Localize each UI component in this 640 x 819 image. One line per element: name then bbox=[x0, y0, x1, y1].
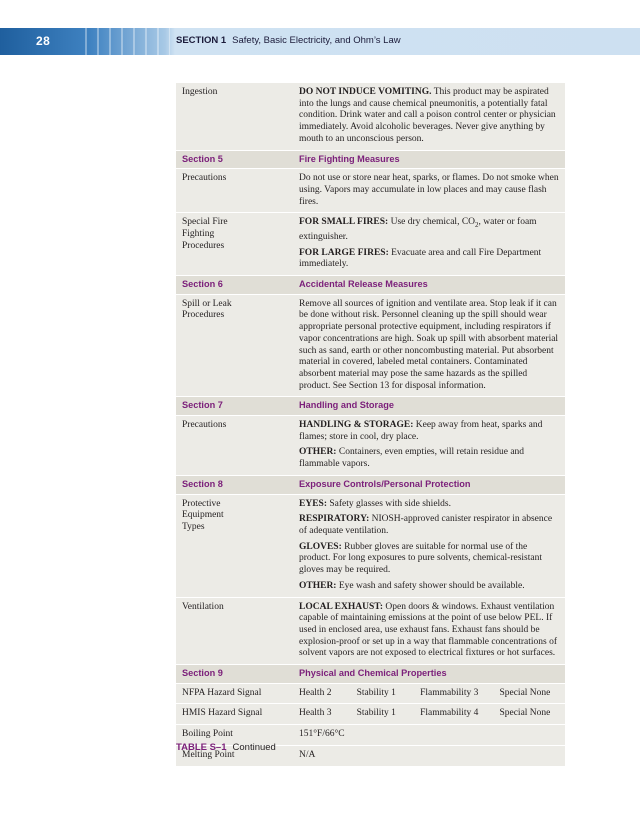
row-value bbox=[293, 213, 565, 275]
running-head bbox=[176, 35, 401, 46]
row-value bbox=[293, 704, 565, 724]
body-text: NIOSH-approved canister respirator in absence of adequate ventilation. bbox=[299, 514, 553, 536]
section-heading-row bbox=[176, 151, 565, 170]
row-value: N/A bbox=[299, 749, 316, 760]
table-row bbox=[176, 416, 565, 476]
flammability-value: Flammability 3 bbox=[420, 687, 479, 698]
row-value: Remove all sources of ignition and ventilate area. Stop leak if it can be done without risk. Personnel cleaning up the spill should wear appropriate personal protective equipment, including respirators if vapor concentrations are high. Soak up spill with absorbent material such as sand, earth or other noncombusting material. Put absorbent material in covered, labeled metal containers. Contaminated absorbent material may pose the same hazards as the spilled product. See Section 13 for disposal information. bbox=[299, 298, 559, 391]
paragraph bbox=[299, 217, 559, 243]
section-title: Exposure Controls/Personal Protection bbox=[299, 478, 471, 489]
emphasis: HANDLING & STORAGE: bbox=[299, 420, 414, 431]
section-title: Handling and Storage bbox=[299, 400, 394, 411]
caption-label: TABLE S–1 bbox=[176, 742, 227, 753]
health-value: Health 2 bbox=[299, 687, 332, 698]
body-text: , water or foam extinguisher. bbox=[299, 217, 537, 242]
row-label: NFPA Hazard Signal bbox=[182, 687, 262, 698]
table-caption bbox=[176, 742, 276, 753]
emphasis: LOCAL EXHAUST: bbox=[299, 601, 384, 612]
body-text: Containers, even empties, will retain residue and flammable vapors. bbox=[299, 447, 525, 470]
health-value: Health 3 bbox=[299, 708, 332, 719]
emphasis: OTHER: bbox=[299, 447, 337, 458]
row-value bbox=[293, 684, 565, 704]
paragraph bbox=[299, 514, 559, 537]
section-number: Section 9 bbox=[182, 668, 223, 679]
special-value: Special None bbox=[499, 708, 551, 719]
section-heading-row bbox=[176, 397, 565, 416]
stability-value: Stability 1 bbox=[356, 687, 396, 698]
row-label: Special Fire Fighting Procedures bbox=[182, 217, 228, 251]
emphasis: DO NOT INDUCE VOMITING. bbox=[299, 87, 432, 97]
section-title: Fire Fighting Measures bbox=[299, 153, 400, 164]
section-number: Section 5 bbox=[182, 153, 223, 164]
row-label: Melting Point bbox=[182, 749, 235, 760]
body-text: Safety glasses with side shields. bbox=[326, 498, 451, 509]
row-value bbox=[293, 83, 565, 150]
row-label: Ingestion bbox=[182, 87, 218, 97]
body-text: Open doors & windows. Exhaust ventilation capable of maintaining emissions at the point of use below PEL. If used in enclosed area, use exhaust fans. Exhaust fans should be explosion-proof or set up in a way that flammable concentrations of solvent vapors are not exposed to electrical fixtures or hot surfaces. bbox=[299, 601, 558, 659]
flammability-value: Flammability 4 bbox=[420, 708, 479, 719]
row-label: Spill or Leak Procedures bbox=[182, 298, 232, 321]
row-value: Do not use or store near heat, sparks, or flames. Do not smoke when using. Vapors may accumulate in low places and may cause flash fires. bbox=[299, 173, 559, 207]
subscript: 2 bbox=[475, 221, 479, 230]
msds-table bbox=[176, 83, 565, 767]
header-decoration bbox=[75, 28, 170, 55]
section-number: Section 7 bbox=[182, 400, 223, 411]
paragraph bbox=[299, 447, 559, 470]
caption-text: Continued bbox=[232, 742, 276, 753]
table-row bbox=[176, 213, 565, 276]
section-number: Section 6 bbox=[182, 279, 223, 290]
page-number: 28 bbox=[36, 34, 51, 48]
row-label: Ventilation bbox=[182, 601, 224, 612]
section-label: SECTION 1 bbox=[176, 35, 227, 46]
row-value: 151°F/66°C bbox=[299, 729, 345, 740]
table-row bbox=[176, 169, 565, 213]
row-value bbox=[293, 598, 565, 665]
section-title: Safety, Basic Electricity, and Ohm’s Law bbox=[232, 35, 401, 46]
section-title: Physical and Chemical Properties bbox=[299, 668, 447, 679]
table-row bbox=[176, 704, 565, 725]
row-value bbox=[293, 495, 565, 597]
running-header bbox=[0, 28, 640, 55]
emphasis: GLOVES: bbox=[299, 541, 342, 552]
table-row bbox=[176, 83, 565, 151]
row-value bbox=[293, 416, 565, 475]
table-row bbox=[176, 684, 565, 705]
body-text: Evacuate area and call Fire Department immediately. bbox=[299, 247, 542, 270]
paragraph bbox=[299, 499, 559, 511]
emphasis: EYES: bbox=[299, 498, 327, 509]
row-label: Boiling Point bbox=[182, 729, 233, 740]
emphasis: RESPIRATORY: bbox=[299, 514, 370, 525]
body-text: Keep away from heat, sparks and flames; store in cool, dry place. bbox=[299, 420, 543, 442]
paragraph bbox=[299, 248, 559, 271]
table-row bbox=[176, 495, 565, 598]
emphasis: FOR SMALL FIRES: bbox=[299, 217, 389, 228]
paragraph bbox=[299, 420, 559, 443]
body-text: Rubber gloves are suitable for normal use of the product. For long exposures to pure solvents, chemical-resistant gloves may be required. bbox=[299, 541, 542, 576]
row-label: Precautions bbox=[182, 420, 227, 431]
emphasis: OTHER: bbox=[299, 580, 337, 591]
section-heading-row bbox=[176, 276, 565, 295]
table-row bbox=[176, 295, 565, 398]
section-number: Section 8 bbox=[182, 478, 223, 489]
section-title: Accidental Release Measures bbox=[299, 279, 428, 290]
section-heading-row bbox=[176, 665, 565, 684]
row-label: HMIS Hazard Signal bbox=[182, 708, 263, 719]
row-label: Precautions bbox=[182, 173, 227, 184]
body-text: Eye wash and safety shower should be available. bbox=[336, 580, 525, 591]
body-text: This product may be aspirated into the lungs and cause chemical pneumonitis, a potentially fatal condition. Drink water and call a poison control center or physician immediately. Avoid alcoholic beverages. Never give anything by mouth to an unconscious person. bbox=[299, 87, 556, 144]
emphasis: FOR LARGE FIRES: bbox=[299, 247, 389, 258]
special-value: Special None bbox=[499, 687, 551, 698]
paragraph bbox=[299, 542, 559, 577]
paragraph bbox=[299, 581, 559, 593]
section-heading-row bbox=[176, 476, 565, 495]
table-row bbox=[176, 598, 565, 666]
row-label: Protective Equipment Types bbox=[182, 498, 224, 532]
stability-value: Stability 1 bbox=[356, 708, 396, 719]
body-text: Use dry chemical, CO bbox=[388, 217, 476, 228]
